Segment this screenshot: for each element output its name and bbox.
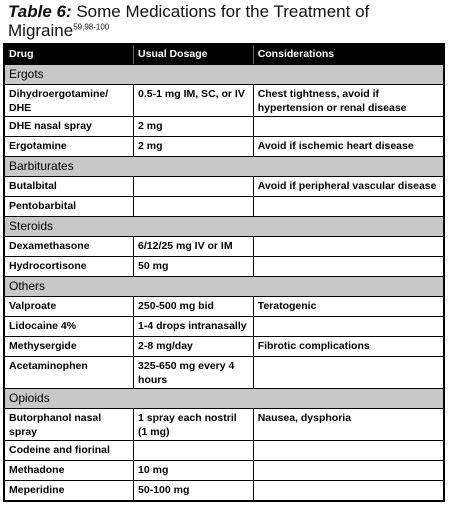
table-row: [4, 237, 444, 257]
table-row: [4, 85, 444, 117]
category-label: Opioids: [4, 389, 444, 409]
column-header-considerations: Considerations: [253, 44, 444, 65]
dosage-cell: 50-100 mg: [134, 481, 254, 502]
drug-cell: Codeine and fiorinal: [4, 441, 134, 461]
dosage-cell: 10 mg: [134, 461, 254, 481]
considerations-cell: [253, 357, 444, 389]
considerations-cell: Nausea, dysphoria: [253, 409, 444, 441]
drug-cell: DHE nasal spray: [4, 117, 134, 137]
table-row: [4, 297, 444, 317]
drug-cell: Meperidine: [4, 481, 134, 502]
drug-cell: Butorphanol nasal spray: [4, 409, 134, 441]
table-row: [4, 481, 444, 502]
considerations-cell: [253, 461, 444, 481]
drug-cell: Hydrocortisone: [4, 257, 134, 277]
considerations-cell: Avoid if ischemic heart disease: [253, 137, 444, 157]
table-row: [4, 197, 444, 217]
table-row: [4, 461, 444, 481]
dosage-cell: 1 spray each nostril (1 mg): [134, 409, 254, 441]
table-row: [4, 317, 444, 337]
drug-cell: Valproate: [4, 297, 134, 317]
considerations-cell: Fibrotic complications: [253, 337, 444, 357]
table-row: [4, 257, 444, 277]
drug-cell: Methysergide: [4, 337, 134, 357]
header-row: [4, 44, 444, 65]
drug-cell: Dexamethasone: [4, 237, 134, 257]
considerations-cell: Chest tightness, avoid if hypertension or renal disease: [253, 85, 444, 117]
category-row: [4, 217, 444, 237]
drug-cell: Pentobarbital: [4, 197, 134, 217]
medications-table: [3, 43, 445, 502]
dosage-cell: 325-650 mg every 4 hours: [134, 357, 254, 389]
drug-cell: Lidocaine 4%: [4, 317, 134, 337]
dosage-cell: 6/12/25 mg IV or IM: [134, 237, 254, 257]
considerations-cell: Teratogenic: [253, 297, 444, 317]
table-row: [4, 409, 444, 441]
table-title-label: Table 6:: [8, 2, 72, 21]
drug-cell: Butalbital: [4, 177, 134, 197]
drug-cell: Acetaminophen: [4, 357, 134, 389]
considerations-cell: [253, 441, 444, 461]
drug-cell: Methadone: [4, 461, 134, 481]
table-title-refs: 59,98-100: [73, 22, 110, 32]
considerations-cell: [253, 237, 444, 257]
drug-cell: Ergotamine: [4, 137, 134, 157]
dosage-cell: [134, 177, 254, 197]
considerations-cell: Avoid if peripheral vascular disease: [253, 177, 444, 197]
table-row: [4, 337, 444, 357]
dosage-cell: 2 mg: [134, 117, 254, 137]
column-header-dosage: Usual Dosage: [134, 44, 254, 65]
considerations-cell: [253, 257, 444, 277]
dosage-cell: 0.5-1 mg IM, SC, or IV: [134, 85, 254, 117]
dosage-cell: 2 mg: [134, 137, 254, 157]
considerations-cell: [253, 481, 444, 502]
column-header-drug: Drug: [4, 44, 134, 65]
considerations-cell: [253, 317, 444, 337]
category-row: [4, 277, 444, 297]
table-title-text: Some Medications for the Treatment of Migraine: [8, 2, 370, 40]
dosage-cell: [134, 441, 254, 461]
category-label: Ergots: [4, 65, 444, 85]
category-label: Barbiturates: [4, 157, 444, 177]
table-title: [8, 2, 448, 40]
category-row: [4, 157, 444, 177]
dosage-cell: [134, 197, 254, 217]
dosage-cell: 250-500 mg bid: [134, 297, 254, 317]
category-row: [4, 65, 444, 85]
table-row: [4, 117, 444, 137]
category-label: Steroids: [4, 217, 444, 237]
drug-cell: Dihydroergotamine/ DHE: [4, 85, 134, 117]
dosage-cell: 1-4 drops intranasally: [134, 317, 254, 337]
table-row: [4, 441, 444, 461]
table-row: [4, 177, 444, 197]
table-row: [4, 137, 444, 157]
category-label: Others: [4, 277, 444, 297]
category-row: [4, 389, 444, 409]
dosage-cell: 2-8 mg/day: [134, 337, 254, 357]
dosage-cell: 50 mg: [134, 257, 254, 277]
considerations-cell: [253, 197, 444, 217]
table-row: [4, 357, 444, 389]
considerations-cell: [253, 117, 444, 137]
table-body: [4, 65, 444, 502]
